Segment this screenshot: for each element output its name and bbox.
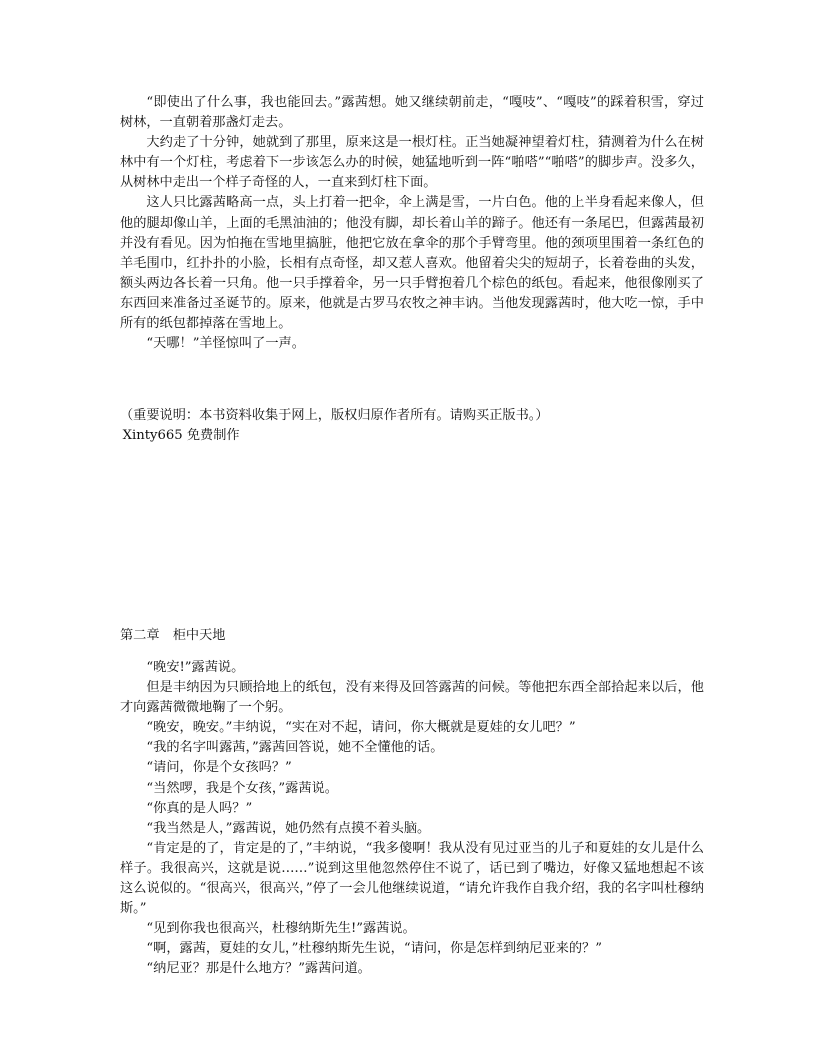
paragraph: 但是丰纳因为只顾拾地上的纸包，没有来得及回答露茜的问候。等他把东西全部拾起来以后，他才向露茜微微地鞠了一个躬。 — [120, 680, 704, 716]
paragraph: “我当然是人，”露茜说，她仍然有点摸不着头脑。 — [146, 820, 431, 836]
paragraph: “纳尼亚？那是什么地方？”露茜问道。 — [146, 961, 371, 977]
copyright-text: （重要说明：本书资料收集于网上，版权归原作者所有。请购买正版书。） — [120, 408, 549, 423]
story-section-1 — [120, 93, 704, 354]
paragraph: 这人只比露茜略高一点，头上打着一把伞，伞上满是雪，一片白色。他的上半身看起来像人，但他的腿却像山羊，上面的毛黑油油的；他没有脚，却长着山羊的蹄子。他还有一条尾巴，但露茜最初并没有看见。因为怕拖在雪地里搞脏，他把它放在拿伞的那个手臂弯里。他的颈项里围着一条红色的羊毛围巾，红扑扑的小脸，长相有点奇怪，却又惹人喜欢。他留着尖尖的短胡子，长着卷曲的头发，额头两边各长着一只角。他一只手撑着伞，另一只手臂抱着几个棕色的纸包。看起来，他很像刚买了东西回来准备过圣诞节的。原来，他就是古罗马农牧之神丰讷。当他发现露茜时，他大吃一惊，手中所有的纸包都掉落在雪地上。 — [120, 195, 704, 332]
paragraph: “当然啰，我是个女孩，”露茜说。 — [146, 780, 338, 796]
story-section-2 — [120, 658, 704, 980]
paragraph: 大约走了十分钟，她就到了那里，原来这是一根灯柱。正当她凝神望着灯柱，猜测着为什么在树林中有一个灯柱，考虑着下一步该怎么办的时候，她猛地听到一阵“啪嗒”“啪嗒”的脚步声。没多久，从树林中走出一个样子奇怪的人，一直来到灯柱下面。 — [120, 135, 704, 191]
credit-text: Xinty665 免费制作 — [122, 428, 240, 443]
paragraph: “肯定是的了，肯定是的了，”丰纳说，“我多傻啊！我从没有见过亚当的儿子和夏娃的女儿是什么样子。我很高兴，这就是说……”说到这里他忽然停住不说了，话已到了嘴边，好像又猛地想起不该这么说似的。“很高兴，很高兴，”停了一会儿他继续说道，“请允许我作自我介绍，我的名字叫杜穆纳斯。” — [120, 840, 704, 917]
copyright-notice — [120, 406, 720, 446]
paragraph: “晚安，晚安。”丰纳说，“实在对不起，请问，你大概就是夏娃的女儿吧？” — [146, 720, 576, 736]
paragraph: “天哪！”羊怪惊叫了一声。 — [146, 336, 305, 352]
paragraph: “你真的是人吗？” — [146, 800, 253, 816]
paragraph: “晚安!”露茜说。 — [146, 660, 245, 675]
paragraph: “啊，露茜，夏娃的女儿，”杜穆纳斯先生说，“请问，你是怎样到纳尼亚来的？” — [146, 941, 602, 957]
paragraph: “见到你我也很高兴，杜穆纳斯先生!”露茜说。 — [146, 921, 416, 937]
paragraph: “请问，你是个女孩吗？” — [146, 760, 292, 776]
paragraph: “我的名字叫露茜，”露茜回答说，她不全懂他的话。 — [146, 740, 444, 756]
paragraph: “即使出了什么事，我也能回去。”露茜想。她又继续朝前走，“嘎吱”、“嘎吱”的踩着积雪，穿过树林，一直朝着那盏灯走去。 — [120, 95, 704, 131]
chapter-heading: 第二章 柜中天地 — [120, 628, 226, 643]
